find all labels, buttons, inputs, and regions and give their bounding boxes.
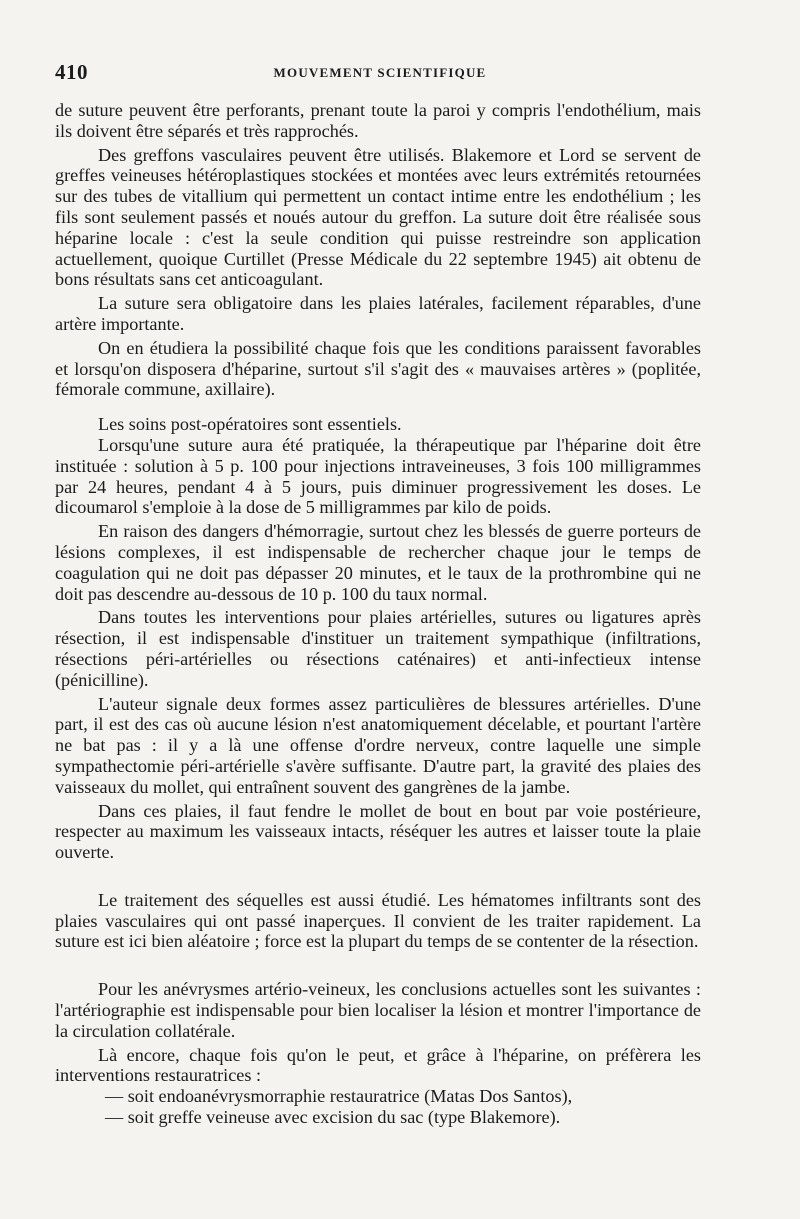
paragraph: de suture peuvent être perforants, prenant toute la paroi y compris l'endothélium, mais ils doivent être séparés et très rapprochés. bbox=[55, 100, 701, 141]
page-header bbox=[55, 60, 705, 84]
paragraph: La suture sera obligatoire dans les plaies latérales, facilement réparables, d'une artère importante. bbox=[55, 293, 701, 334]
paragraph: Lorsqu'une suture aura été pratiquée, la thérapeutique par l'héparine doit être instituée : solution à 5 p. 100 pour injections intraveineuses, 3 fois 100 milligrammes par 24 heures, pendant 4 à 5 jours, puis diminuer progressivement les doses. Le dicoumarol s'emploie à la dose de 5 milligrammes par kilo de poids. bbox=[55, 434, 701, 518]
paragraph: L'auteur signale deux formes assez particulières de blessures artérielles. D'une part, il est des cas où aucune lésion n'est anatomiquement décelable, et pourtant l'artère ne bat pas : il y a là une offense d'ordre nerveux, contre laquelle une simple sympathectomie péri-artérielle s'avère suffisante. D'autre part, la gravité des plaies des vaisseaux du mollet, qui entraînent souvent des gangrènes de la jambe. bbox=[55, 693, 701, 797]
body-text bbox=[55, 100, 701, 1128]
paragraph: On en étudiera la possibilité chaque fois que les conditions paraissent favorables et lorsqu'on disposera d'héparine, surtout s'il s'agit des « mauvaises artères » (poplitée, fémorale commune, axillaire). bbox=[55, 337, 701, 400]
running-title: MOUVEMENT SCIENTIFIQUE bbox=[273, 65, 487, 80]
list-item: — soit endoanévrysmorraphie restauratrice (Matas Dos Santos), bbox=[105, 1086, 573, 1107]
paragraph: Dans toutes les interventions pour plaies artérielles, sutures ou ligatures après résection, il est indispensable d'instituer un traitement sympathique (infiltrations, résections péri-artérielles ou résections caténaires) et anti-infectieux intense (pénicilline). bbox=[55, 607, 701, 690]
page-number: 410 bbox=[55, 60, 88, 84]
paragraph: En raison des dangers d'hémorragie, surtout chez les blessés de guerre porteurs de lésions complexes, il est indispensable de rechercher chaque jour le temps de coagulation qui ne doit pas dépasser 20 minutes, et le taux de la prothrombine qui ne doit pas descendre au-dessous de 10 p. 100 du taux normal. bbox=[55, 521, 701, 604]
paragraph: Là encore, chaque fois qu'on le peut, et grâce à l'héparine, on préfèrera les interventions restauratrices : bbox=[55, 1044, 701, 1086]
paragraph: Les soins post-opératoires sont essentiels. bbox=[98, 414, 402, 435]
paragraph: Des greffons vasculaires peuvent être utilisés. Blakemore et Lord se servent de greffes veineuses hétéroplastiques stockées et montées avec leurs extrémités retournées sur des tubes de vitallium qui permettent un contact intime entre les endothélium ; les fils sont seulement passés et noués autour du greffon. La suture doit être réalisée sous héparine locale : c'est la seule condition qui puisse restreindre son application actuellement, quoique Curtillet (Presse Médicale du 22 septembre 1945) ait obtenu de bons résultats sans cet anticoagulant. bbox=[55, 144, 701, 290]
paragraph: Pour les anévrysmes artério-veineux, les conclusions actuelles sont les suivantes : l'artériographie est indispensable pour bien localiser la lésion et montrer l'importance de la circulation collatérale. bbox=[55, 979, 701, 1041]
paragraph: Dans ces plaies, il faut fendre le mollet de bout en bout par voie postérieure, respecter au maximum les vaisseaux intacts, réséquer les autres et laisser toute la plaie ouverte. bbox=[55, 800, 701, 863]
paragraph: Le traitement des séquelles est aussi étudié. Les hématomes infiltrants sont des plaies vasculaires qui ont passé inaperçues. Il convient de les traiter rapidement. La suture est ici bien aléatoire ; force est la plupart du temps de se contenter de la résection. bbox=[55, 889, 701, 952]
list-item: — soit greffe veineuse avec excision du sac (type Blakemore). bbox=[105, 1107, 561, 1128]
